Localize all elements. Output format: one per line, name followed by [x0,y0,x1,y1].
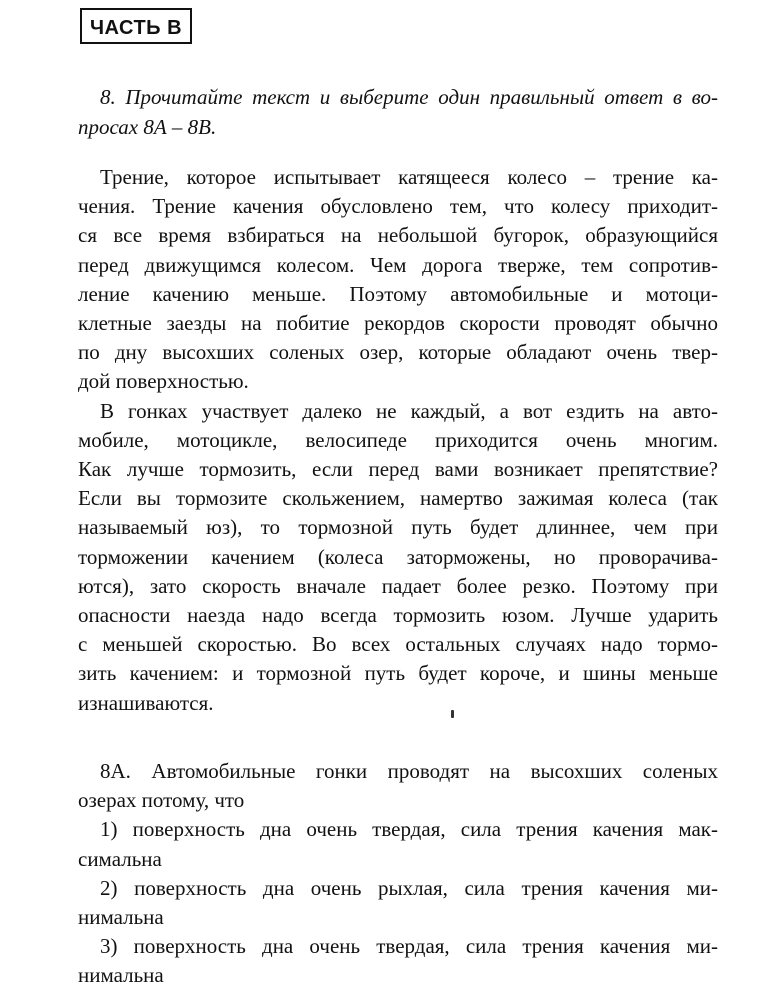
passage-line: мобиле, мотоцикле, велосипеде приходится очень многим. [78,427,718,452]
passage-line: с меньшей скоростью. Во всех остальных случаях надо тормо- [78,632,718,657]
passage-line: перед движущимся колесом. Чем дорога тверже, тем сопротив- [78,252,718,277]
passage-line: зить качением: и тормозной путь будет короче, и шины меньше [78,661,718,686]
option-line: 1) поверхность дна очень твердая, сила трения качения мак- [100,817,718,842]
option-line: симальна [78,846,162,871]
passage-line: опасности наезда надо всегда тормозить юзом. Лучше ударить [78,603,718,628]
passage-line: дой поверхностью. [78,369,249,394]
option-line: нимальна [78,905,164,930]
print-speck [451,710,454,718]
passage-line: ление качению меньше. Поэтому автомобильные и мотоци- [78,281,718,306]
passage-paragraph [78,163,718,397]
passage-line: ся все время взбираться на небольшой бугорок, образующийся [78,223,718,248]
passage-line: изнашиваются. [78,690,214,715]
passage-line: клетные заезды на побитие рекордов скорости проводят обычно [78,311,718,336]
answer-option-1 [78,815,718,873]
passage-line: Трение, которое испытывает катящееся колесо – трение ка- [100,165,718,189]
passage-line: ются), зато скорость вначале падает более резко. Поэтому при [78,573,718,598]
question-stem-line: 8А. Автомобильные гонки проводят на высохших соленых [100,759,718,783]
passage-line: Как лучше тормозить, если перед вами возникает препятствие? [78,457,718,482]
passage-line: В гонках участвует далеко не каждый, а вот ездить на авто- [100,398,718,423]
instruction-line: просах 8А – 8В. [78,115,217,139]
passage-line: называемый юз), то тормозной путь будет длиннее, чем при [78,515,718,540]
answer-option-2 [78,874,718,932]
question-8a [78,757,718,991]
part-heading: ЧАСТЬ В [80,8,192,44]
passage-line: торможении качением (колеса заторможены, но проворачива- [78,544,718,569]
passage-line: чения. Трение качения обусловлено тем, что колесу приходит- [78,194,718,219]
option-line: нимальна [78,963,164,988]
passage-line: Если вы тормозите скольжением, намертво зажимая колеса (так [78,486,718,511]
instruction-line: 8. Прочитайте текст и выберите один правильный ответ в во- [100,85,718,109]
option-line: 2) поверхность дна очень рыхлая, сила трения качения ми- [100,875,718,900]
question-stem [78,757,718,815]
option-line: 3) поверхность дна очень твердая, сила трения качения ми- [100,934,718,959]
passage-paragraph [78,397,718,718]
task-instruction [78,82,718,142]
passage-line: по дну высохших соленых озер, которые обладают очень твер- [78,340,718,365]
reading-passage [78,163,718,718]
question-stem-line: озерах потому, что [78,788,245,813]
